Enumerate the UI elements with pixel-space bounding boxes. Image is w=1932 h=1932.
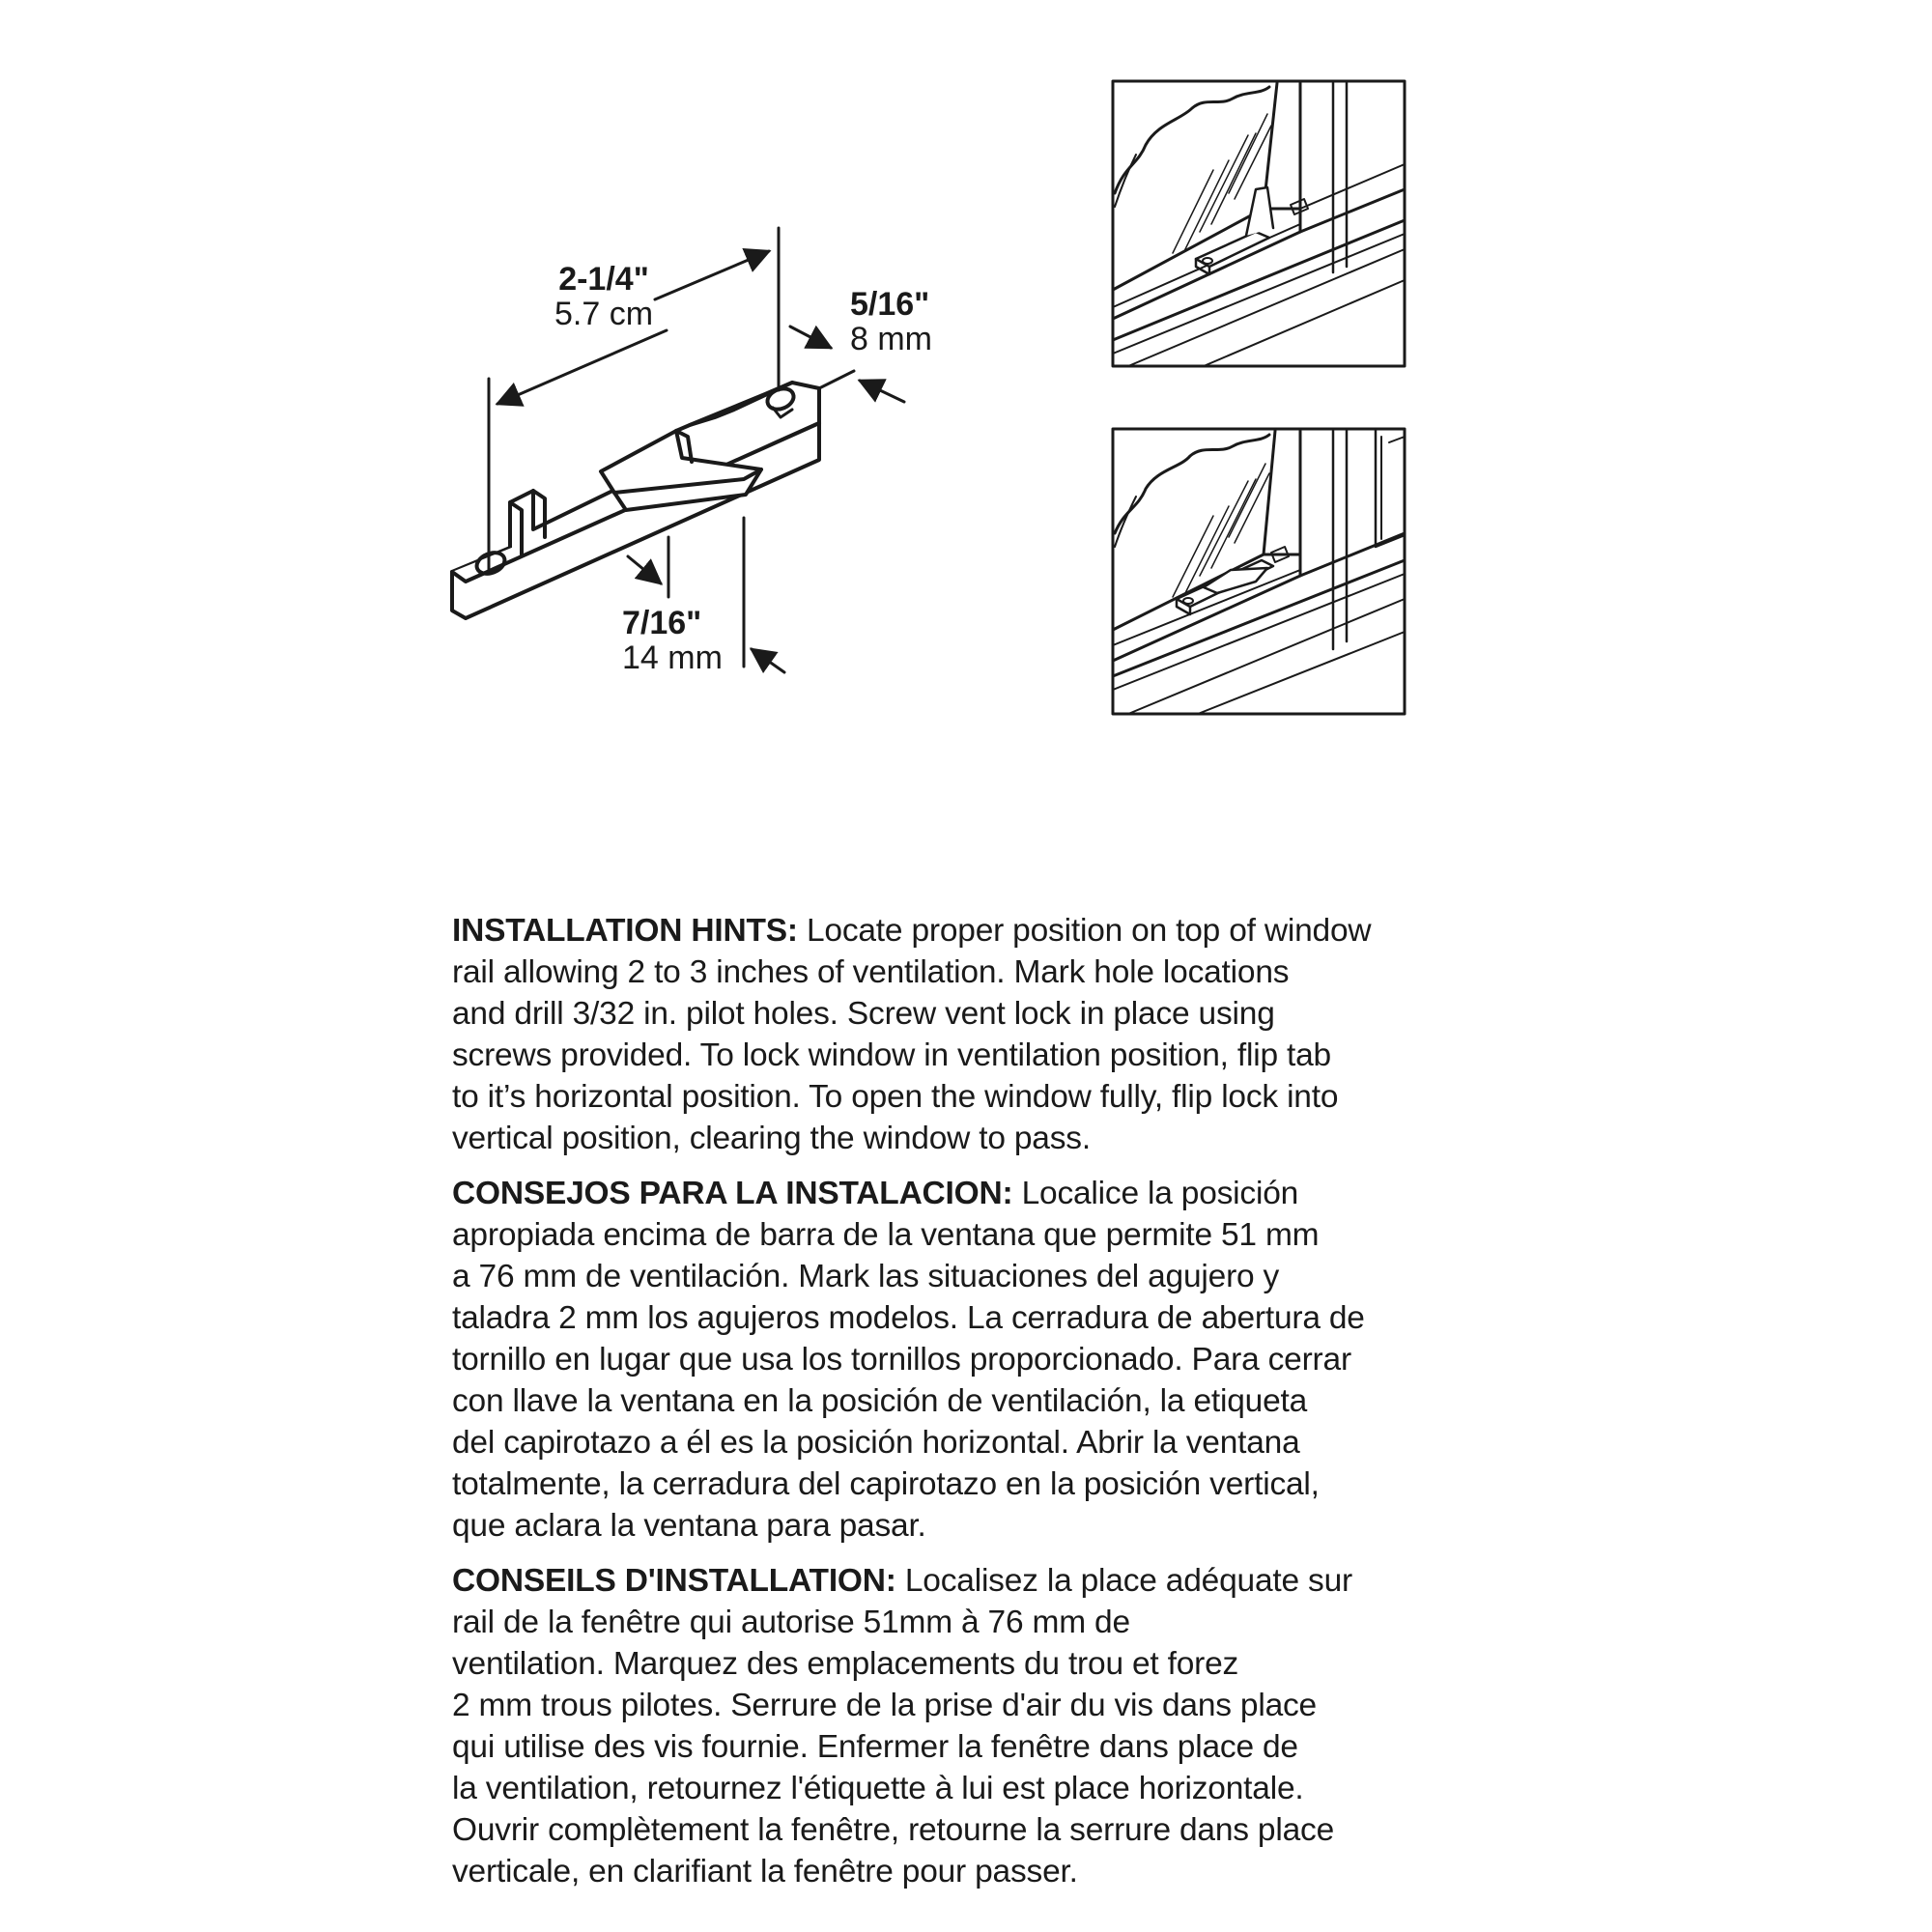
depth-value: 7/16"	[622, 605, 702, 641]
window-vertical-position	[1113, 81, 1405, 366]
length-metric: 5.7 cm	[554, 295, 654, 332]
french-body: Localisez la place adéquate sur rail de la fenêtre qui autorise 51mm à 76 mm de ventilation. Marquez des emplacements du trou et forez 2 mm trous pilotes. Serrure de la prise d'air du vis dans place qui utilise des vis fournie. Enfermer la fenêtre dans place de la ventilation, retournez l'étiquette à lui est place horizontale. Ouvrir complètement la fenêtre, retourne la serrure dans place verticale, en clarifiant la fenêtre pour passer.	[452, 1563, 1352, 1889]
spanish-body: Localice la posición apropiada encima de barra de la ventana que permite 51 mm a 76 mm de ventilación. Mark las situaciones del agujero y taladra 2 mm los agujeros modelos. La cerradura de abertura de tornillo en lugar que usa los tornillos proporcionado. Para cerrar con llave la ventana en la posición de ventilación, la etiqueta del capirotazo a él es la posición horizontal. Abrir la ventana totalmente, la cerradura del capirotazo en la posición vertical, que aclara la ventana para pasar.	[452, 1176, 1365, 1544]
window-horizontal-position	[1113, 429, 1405, 714]
english-heading: INSTALLATION HINTS:	[452, 913, 798, 949]
french-heading: CONSEILS D'INSTALLATION:	[452, 1563, 896, 1599]
height-metric: 8 mm	[850, 320, 932, 357]
instructions-spanish	[452, 1173, 1399, 1547]
length-value: 2-1/4"	[558, 261, 649, 298]
spanish-heading: CONSEJOS PARA LA INSTALACION:	[452, 1176, 1013, 1211]
installation-instructions	[452, 910, 1399, 1906]
height-value: 5/16"	[850, 286, 930, 323]
depth-metric: 14 mm	[622, 639, 723, 676]
instructions-english	[452, 910, 1399, 1159]
instructions-french	[452, 1560, 1399, 1892]
english-body: Locate proper position on top of window rail allowing 2 to 3 inches of ventilation. Mark hole locations and drill 3/32 in. pilot holes. Screw vent lock in place using screws provided. To lock window in ventilation position, flip tab to it’s horizontal position. To open the window fully, flip lock into vertical position, clearing the window to pass.	[452, 913, 1372, 1156]
window-illustrations	[0, 0, 1932, 773]
